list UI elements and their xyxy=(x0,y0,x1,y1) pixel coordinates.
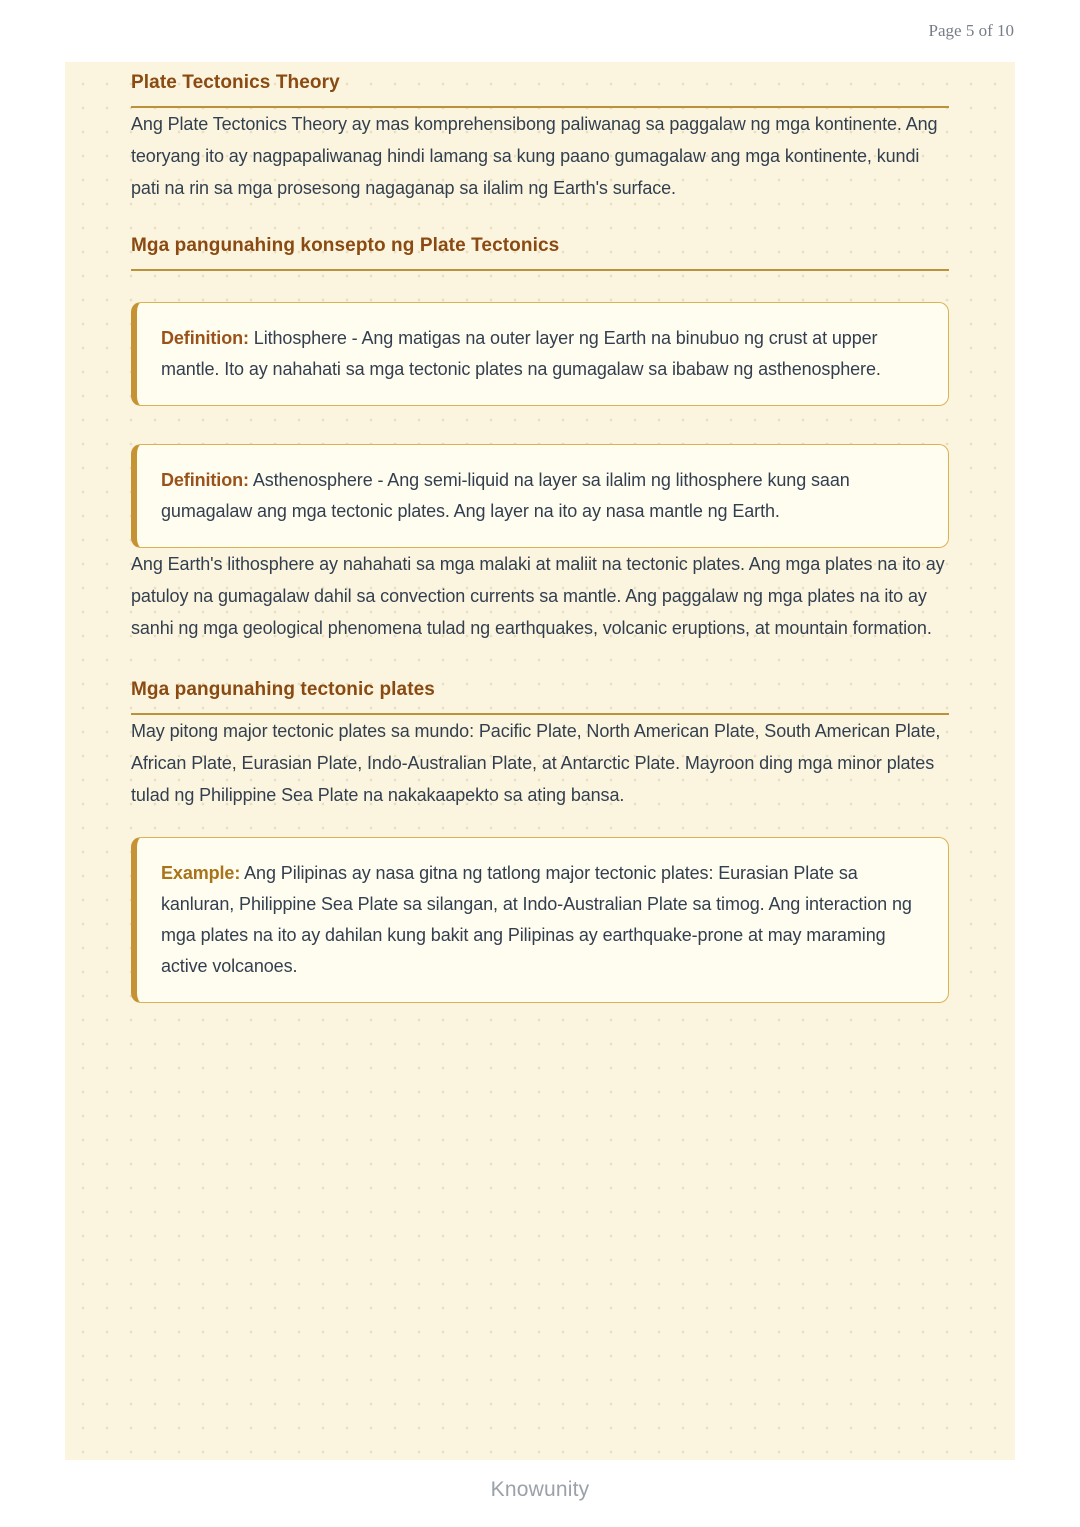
paragraph-major-plates: May pitong major tectonic plates sa mundo: Pacific Plate, North American Plate, South American Plate, African Plate, Eurasian Plate, Indo-Australian Plate, at Antarctic Plate. Mayroon ding mga minor plates tulad ng Philippine Sea Plate na nakakaapekto sa ating bansa. xyxy=(131,721,941,805)
example-text: Ang Pilipinas ay nasa gitna ng tatlong major tectonic plates: Eurasian Plate sa kanluran, Philippine Sea Plate sa silangan, at Indo-Australian Plate sa timog. Ang interaction ng mga plates na ito ay dahilan kung bakit ang Pilipinas ay earthquake-prone at may maraming active volcanoes. xyxy=(161,863,912,976)
example-box-philippines xyxy=(131,837,949,1003)
section-heading-plate-tectonics-theory: Plate Tectonics Theory xyxy=(131,72,340,93)
brand-footer: Knowunity xyxy=(490,1478,590,1501)
definition-box-asthenosphere xyxy=(131,444,949,548)
section-heading-pangunahing-tectonic-plates: Mga pangunahing tectonic plates xyxy=(131,679,435,700)
paragraph-plate-tectonics-intro: Ang Plate Tectonics Theory ay mas komprehensibong paliwanag sa paggalaw ng mga kontinente. Ang teoryang ito ay nagpapaliwanag hindi lamang sa kung paano gumagalaw ang mga kontinente, kundi pati na rin sa mga prosesong nagaganap sa ilalim ng Earth's surface. xyxy=(131,114,938,198)
paragraph-lithosphere-plates: Ang Earth's lithosphere ay nahahati sa mga malaki at maliit na tectonic plates. Ang mga plates na ito ay patuloy na gumagalaw dahil sa convection currents sa mantle. Ang paggalaw ng mga plates na ito ay sanhi ng mga geological phenomena tulad ng earthquakes, volcanic eruptions, at mountain formation. xyxy=(131,554,945,638)
page-number: Page 5 of 10 xyxy=(928,21,1014,40)
definition-box-lithosphere xyxy=(131,302,949,406)
definition-label: Definition: xyxy=(161,470,249,490)
heading-divider xyxy=(131,269,949,271)
definition-text: Lithosphere - Ang matigas na outer layer ng Earth na binubuo ng crust at upper mantle. Ito ay nahahati sa mga tectonic plates na gumagalaw sa ibabaw ng asthenosphere. xyxy=(161,328,881,379)
definition-text: Asthenosphere - Ang semi-liquid na layer sa ilalim ng lithosphere kung saan gumagalaw ang mga tectonic plates. Ang layer na ito ay nasa mantle ng Earth. xyxy=(161,470,850,521)
section-heading-pangunahing-konsepto: Mga pangunahing konsepto ng Plate Tectonics xyxy=(131,235,560,256)
example-label: Example: xyxy=(161,863,241,883)
definition-label: Definition: xyxy=(161,328,249,348)
notes-sheet xyxy=(65,62,1015,1460)
